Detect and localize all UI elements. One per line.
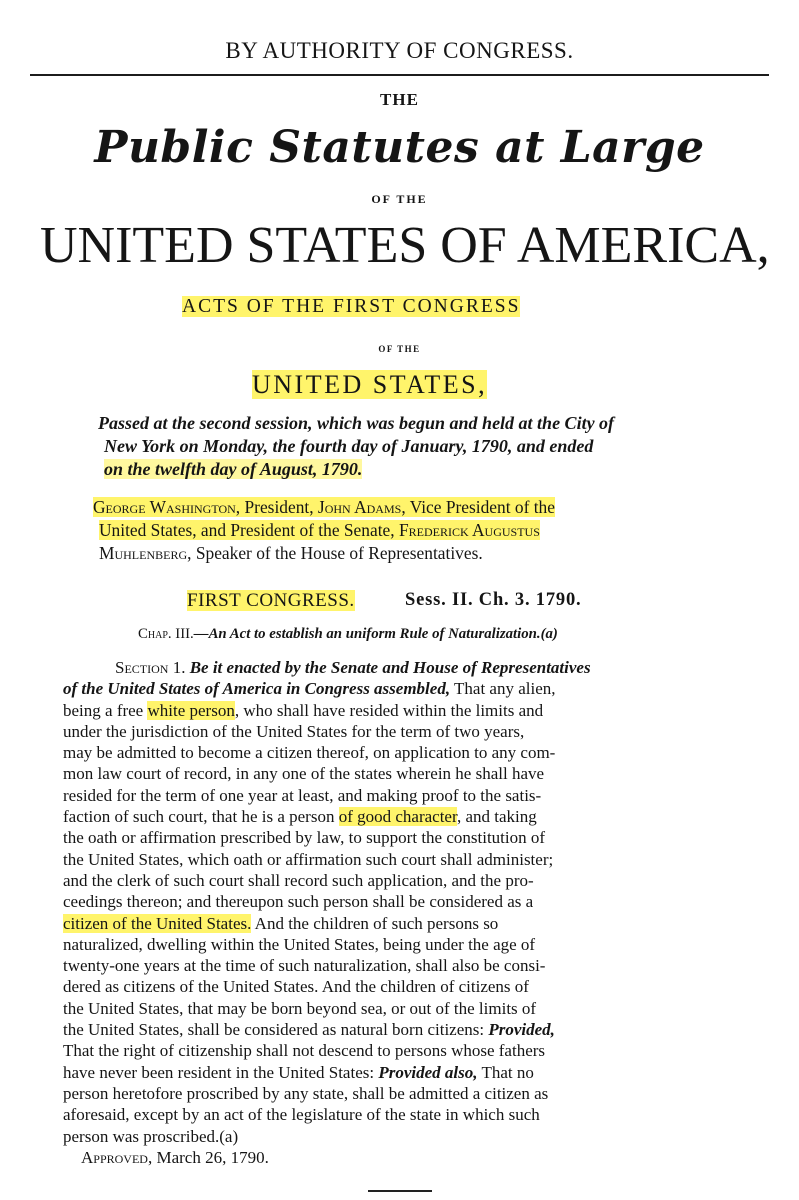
- session-chapter-label: Sess. II. Ch. 3. 1790.: [405, 590, 582, 610]
- united-states-heading-text: UNITED STATES,: [252, 370, 488, 399]
- text-line: person heretofore proscribed by any state, shall be admitted a citizen as: [63, 1083, 549, 1103]
- session-line-3: [98, 458, 718, 481]
- text-line: faction of such court, that he is a person of good character, and taking: [63, 807, 537, 827]
- text-line: naturalized, dwelling within the United States, being under the age of: [63, 934, 536, 954]
- text-line: the oath or affirmation prescribed by law, to support the constitution of: [63, 828, 546, 848]
- text-line: of the United States of America in Congress assembled, That any alien,: [63, 679, 556, 699]
- text-line: the United States, shall be considered as natural born citizens: Provided,: [63, 1020, 555, 1040]
- officer-muhlenberg-last: Muhlenberg: [99, 543, 188, 563]
- congress-label-text: FIRST CONGRESS.: [187, 590, 355, 611]
- footer-divider: [368, 1190, 432, 1192]
- text-line: twenty-one years at the time of such naturalization, shall also be consi-: [63, 956, 546, 976]
- acts-heading-text: ACTS OF THE FIRST CONGRESS: [182, 296, 521, 317]
- officers-line-1: George Washington, President, John Adams, Vice President of the: [93, 497, 555, 517]
- officer-washington: George Washington: [93, 497, 236, 517]
- country-title: UNITED STATES OF AMERICA,: [40, 217, 770, 274]
- officers-line-3: Muhlenberg, Speaker of the House of Representatives.: [99, 543, 483, 563]
- highlight-citizen: citizen of the United States.: [63, 913, 252, 933]
- statute-text: [63, 657, 591, 1168]
- of-the-label: OF THE: [371, 192, 428, 206]
- chapter-heading: [138, 626, 558, 643]
- chapter-title: —An Act to establish an uniform Rule of Naturalization.(a): [193, 626, 558, 642]
- officer-adams: John Adams: [317, 497, 402, 517]
- text-line: mon law court of record, in any one of the states wherein he shall have: [63, 764, 545, 784]
- acts-heading: [182, 296, 520, 318]
- approved-date: , March 26, 1790.: [147, 1147, 269, 1167]
- officer-muhlenberg-first: Frederick Augustus: [398, 520, 540, 540]
- text-line: resided for the term of one year at least, and making proof to the satis-: [63, 785, 542, 805]
- congress-label: [187, 590, 355, 612]
- text-line: and the clerk of such court shall record such application, and the pro-: [63, 870, 534, 890]
- authority-heading: BY AUTHORITY OF CONGRESS.: [225, 38, 574, 63]
- of-the-label-2: OF THE: [378, 344, 421, 354]
- header-divider: [30, 74, 769, 76]
- text-line: under the jurisdiction of the United States for the term of two years,: [63, 721, 525, 741]
- text-line: person was proscribed.(a): [63, 1126, 239, 1146]
- chapter-label: Chap. III.: [138, 626, 194, 642]
- the-label: THE: [380, 90, 419, 109]
- officers-line-2: United States, and President of the Senate, Frederick Augustus: [99, 520, 540, 540]
- text-line: Section 1. Be it enacted by the Senate and House of Representatives: [115, 658, 591, 677]
- text-line: the United States, that may be born beyond sea, or out of the limits of: [63, 998, 537, 1018]
- session-line-2: New York on Monday, the fourth day of January, 1790, and ended: [104, 436, 594, 456]
- text-line: aforesaid, except by an act of the legislature of the state in which such: [63, 1105, 540, 1125]
- text-line: dered as citizens of the United States. And the children of citizens of: [63, 977, 529, 997]
- officers-paragraph: [93, 496, 743, 565]
- text-line: being a free white person, who shall have resided within the limits and: [63, 700, 544, 720]
- highlight-white-person: white person: [147, 700, 235, 720]
- session-line-1: Passed at the second session, which was begun and held at the City of: [98, 413, 615, 433]
- text-line: have never been resident in the United States: Provided also, That no: [63, 1062, 534, 1082]
- session-description: [98, 412, 718, 481]
- text-line: That the right of citizenship shall not descend to persons whose fathers: [63, 1041, 546, 1061]
- text-line: citizen of the United States. And the children of such persons so: [63, 913, 499, 933]
- approved-label: Approved: [81, 1147, 148, 1167]
- text-line: may be admitted to become a citizen thereof, on application to any com-: [63, 743, 556, 763]
- publication-title: Public Statutes at Large: [94, 122, 705, 173]
- session-year: , 1790.: [312, 459, 363, 479]
- session-end-date: on the twelfth day of August: [104, 459, 313, 479]
- highlight-good-character: of good character: [338, 807, 457, 827]
- united-states-heading: [252, 370, 487, 400]
- text-line: ceedings thereon; and thereupon such person shall be considered as a: [63, 892, 534, 912]
- text-line: the United States, which oath or affirmation such court shall administer;: [63, 849, 554, 869]
- approved-line: [63, 1147, 591, 1168]
